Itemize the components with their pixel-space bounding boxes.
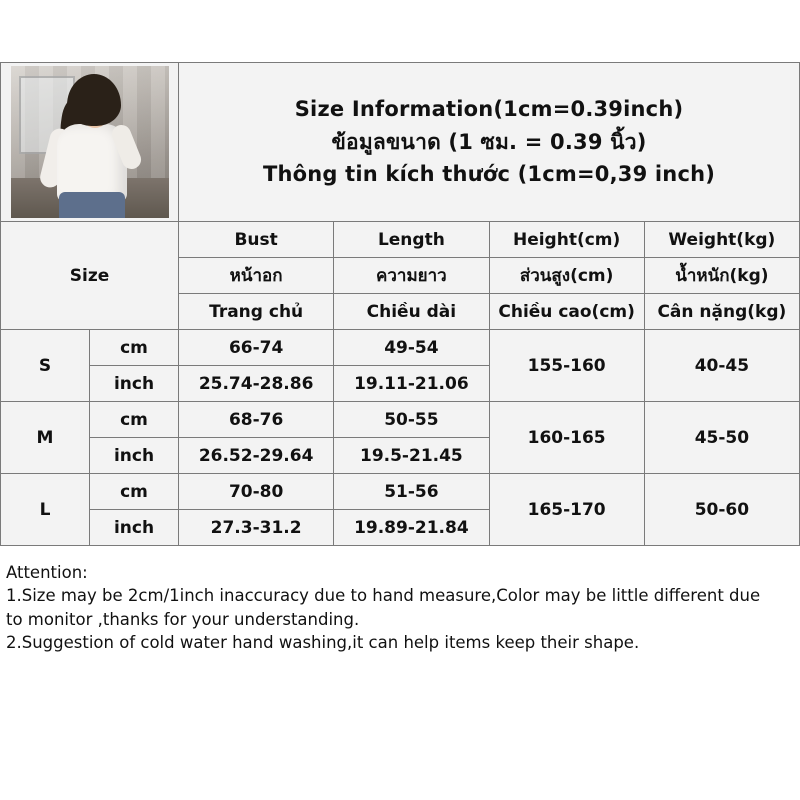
unit-cm: cm: [90, 474, 179, 510]
column-header-row-en: [1, 222, 800, 258]
row-size-m: M: [1, 402, 90, 474]
attention-note-1-line-1: 1.Size may be 2cm/1inch inaccuracy due to hand measure,Color may be little different due: [6, 586, 761, 606]
table-row: [1, 330, 800, 366]
title-line-en: Size Information(1cm=0.39inch): [294, 97, 684, 122]
title-line-th: ข้อมูลขนาด (1 ซม. = 0.39 นิ้ว): [331, 129, 647, 154]
col-header-bust-th: หน้าอก: [179, 258, 334, 294]
col-header-length-en: Length: [334, 222, 489, 258]
unit-cm: cm: [90, 330, 179, 366]
s-bust-cm: 66-74: [179, 330, 334, 366]
size-table: [0, 62, 800, 546]
l-length-cm: 51-56: [334, 474, 489, 510]
col-header-weight-en: Weight(kg): [644, 222, 799, 258]
m-bust-cm: 68-76: [179, 402, 334, 438]
s-height: 155-160: [489, 330, 644, 402]
unit-cm: cm: [90, 402, 179, 438]
m-length-inch: 19.5-21.45: [334, 438, 489, 474]
attention-note-1-line-2: to monitor ,thanks for your understanding.: [6, 609, 360, 629]
col-header-weight-th: น้ำหนัก(kg): [644, 258, 799, 294]
l-height: 165-170: [489, 474, 644, 546]
s-length-cm: 49-54: [334, 330, 489, 366]
unit-inch: inch: [90, 510, 179, 546]
unit-inch: inch: [90, 438, 179, 474]
attention-title: Attention:: [6, 563, 88, 582]
col-header-height-th: ส่วนสูง(cm): [489, 258, 644, 294]
size-column-header: Size: [1, 222, 179, 330]
col-header-length-vi: Chiều dài: [334, 294, 489, 330]
attention-block: [0, 556, 800, 656]
col-header-length-th: ความยาว: [334, 258, 489, 294]
col-header-height-en: Height(cm): [489, 222, 644, 258]
m-length-cm: 50-55: [334, 402, 489, 438]
size-chart: [0, 62, 800, 546]
col-header-bust-vi: Trang chủ: [179, 294, 334, 330]
table-header-banner-row: [1, 63, 800, 222]
l-weight: 50-60: [644, 474, 799, 546]
product-photo-cell: [1, 63, 179, 222]
table-row: [1, 402, 800, 438]
product-photo: [11, 66, 169, 218]
s-bust-inch: 25.74-28.86: [179, 366, 334, 402]
row-size-l: L: [1, 474, 90, 546]
m-height: 160-165: [489, 402, 644, 474]
unit-inch: inch: [90, 366, 179, 402]
l-bust-inch: 27.3-31.2: [179, 510, 334, 546]
row-size-s: S: [1, 330, 90, 402]
model-hair: [67, 74, 121, 126]
chart-title-cell: [179, 63, 800, 222]
col-header-bust-en: Bust: [179, 222, 334, 258]
s-length-inch: 19.11-21.06: [334, 366, 489, 402]
col-header-weight-vi: Cân nặng(kg): [644, 294, 799, 330]
l-bust-cm: 70-80: [179, 474, 334, 510]
table-row: [1, 474, 800, 510]
title-line-vi: Thông tin kích thước (1cm=0,39 inch): [262, 162, 716, 187]
s-weight: 40-45: [644, 330, 799, 402]
l-length-inch: 19.89-21.84: [334, 510, 489, 546]
col-header-height-vi: Chiều cao(cm): [489, 294, 644, 330]
model-jeans: [59, 192, 125, 218]
m-bust-inch: 26.52-29.64: [179, 438, 334, 474]
m-weight: 45-50: [644, 402, 799, 474]
attention-note-2: 2.Suggestion of cold water hand washing,it can help items keep their shape.: [6, 633, 640, 653]
